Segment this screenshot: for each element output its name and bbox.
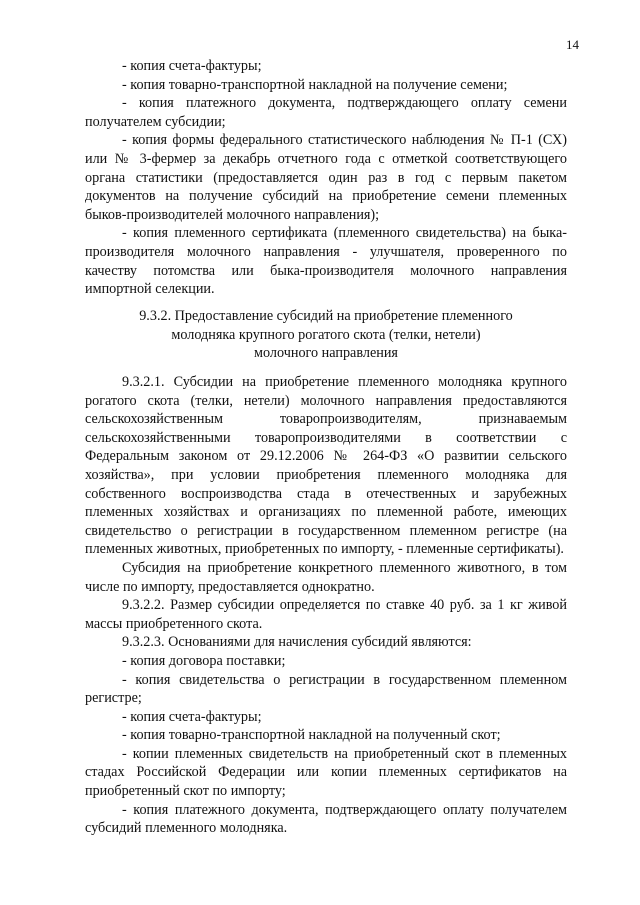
list-item: - копия платежного документа, подтверждающего оплату получателем субсидий племенного молодняка. xyxy=(85,801,567,837)
list-item: - копия племенного сертификата (племенного свидетельства) на быка-производителя молочного направления - улучшателя, проверенного по качеству потомства или быка-производителя молочного направления импортной селекции. xyxy=(85,225,567,298)
list-item: - копия товарно-транспортной накладной на полученный скот; xyxy=(122,727,501,744)
paragraph: 9.3.2.3. Основаниями для начисления субсидий являются: xyxy=(122,634,472,651)
list-item: - копия свидетельства о регистрации в государственном племенном регистре; xyxy=(85,671,567,707)
section-heading-line: 9.3.2. Предоставление субсидий на приобретение племенного xyxy=(139,308,513,324)
list-item: - копии племенных свидетельств на приобретенный скот в племенных стадах Российской Федерации или копии племенных сертификатов на приобретенный скот по импорту; xyxy=(85,745,567,800)
section-heading xyxy=(85,307,567,363)
page-number: 14 xyxy=(566,37,579,52)
list-item: - копия товарно-транспортной накладной на получение семени; xyxy=(122,76,508,93)
section-heading-line: молодняка крупного рогатого скота (телки, нетели) xyxy=(171,326,481,343)
list-item: - копия счета-фактуры; xyxy=(122,708,262,725)
paragraph: 9.3.2.1. Субсидии на приобретение племенного молодняка крупного рогатого скота (телки, нетели) молочного направления предоставляются сельскохозяйственным товаропроизводителям, признаваемым сельскохозяйственными товаропроизводителями в соответствии с Федеральным законом от 29.12.2006 № 264-ФЗ «О развитии сельского хозяйства», при условии приобретения племенного молодняка для собственного воспроизводства стада в отечественных и зарубежных племенных хозяйствах и организациях по племенной работе, имеющих свидетельство о регистрации в государственном племенном регистре (на племенных животных, приобретенных по импорту, - племенные сертификаты). xyxy=(85,374,567,558)
list-item: - копия договора поставки; xyxy=(122,652,286,669)
section-heading-line: молочного направления xyxy=(254,345,398,362)
list-item: - копия платежного документа, подтверждающего оплату семени получателем субсидии; xyxy=(85,95,567,130)
paragraph: 9.3.2.2. Размер субсидии определяется по ставке 40 руб. за 1 кг живой массы приобретенного скота. xyxy=(85,597,567,632)
list-item: - копия формы федерального статистического наблюдения № П-1 (СХ) или № 3-фермер за декабрь отчетного года с отметкой соответствующего органа статистики (предоставляется один раз в год с первым пакетом документов на получение субсидий на приобретение семени племенных быков-производителей молочного направления); xyxy=(85,132,567,223)
list-item: - копия счета-фактуры; xyxy=(122,58,262,74)
section-body xyxy=(85,373,567,838)
paragraph: Субсидия на приобретение конкретного племенного животного, в том числе по импорту, предоставляется однократно. xyxy=(85,559,567,595)
top-document-list xyxy=(85,57,567,299)
